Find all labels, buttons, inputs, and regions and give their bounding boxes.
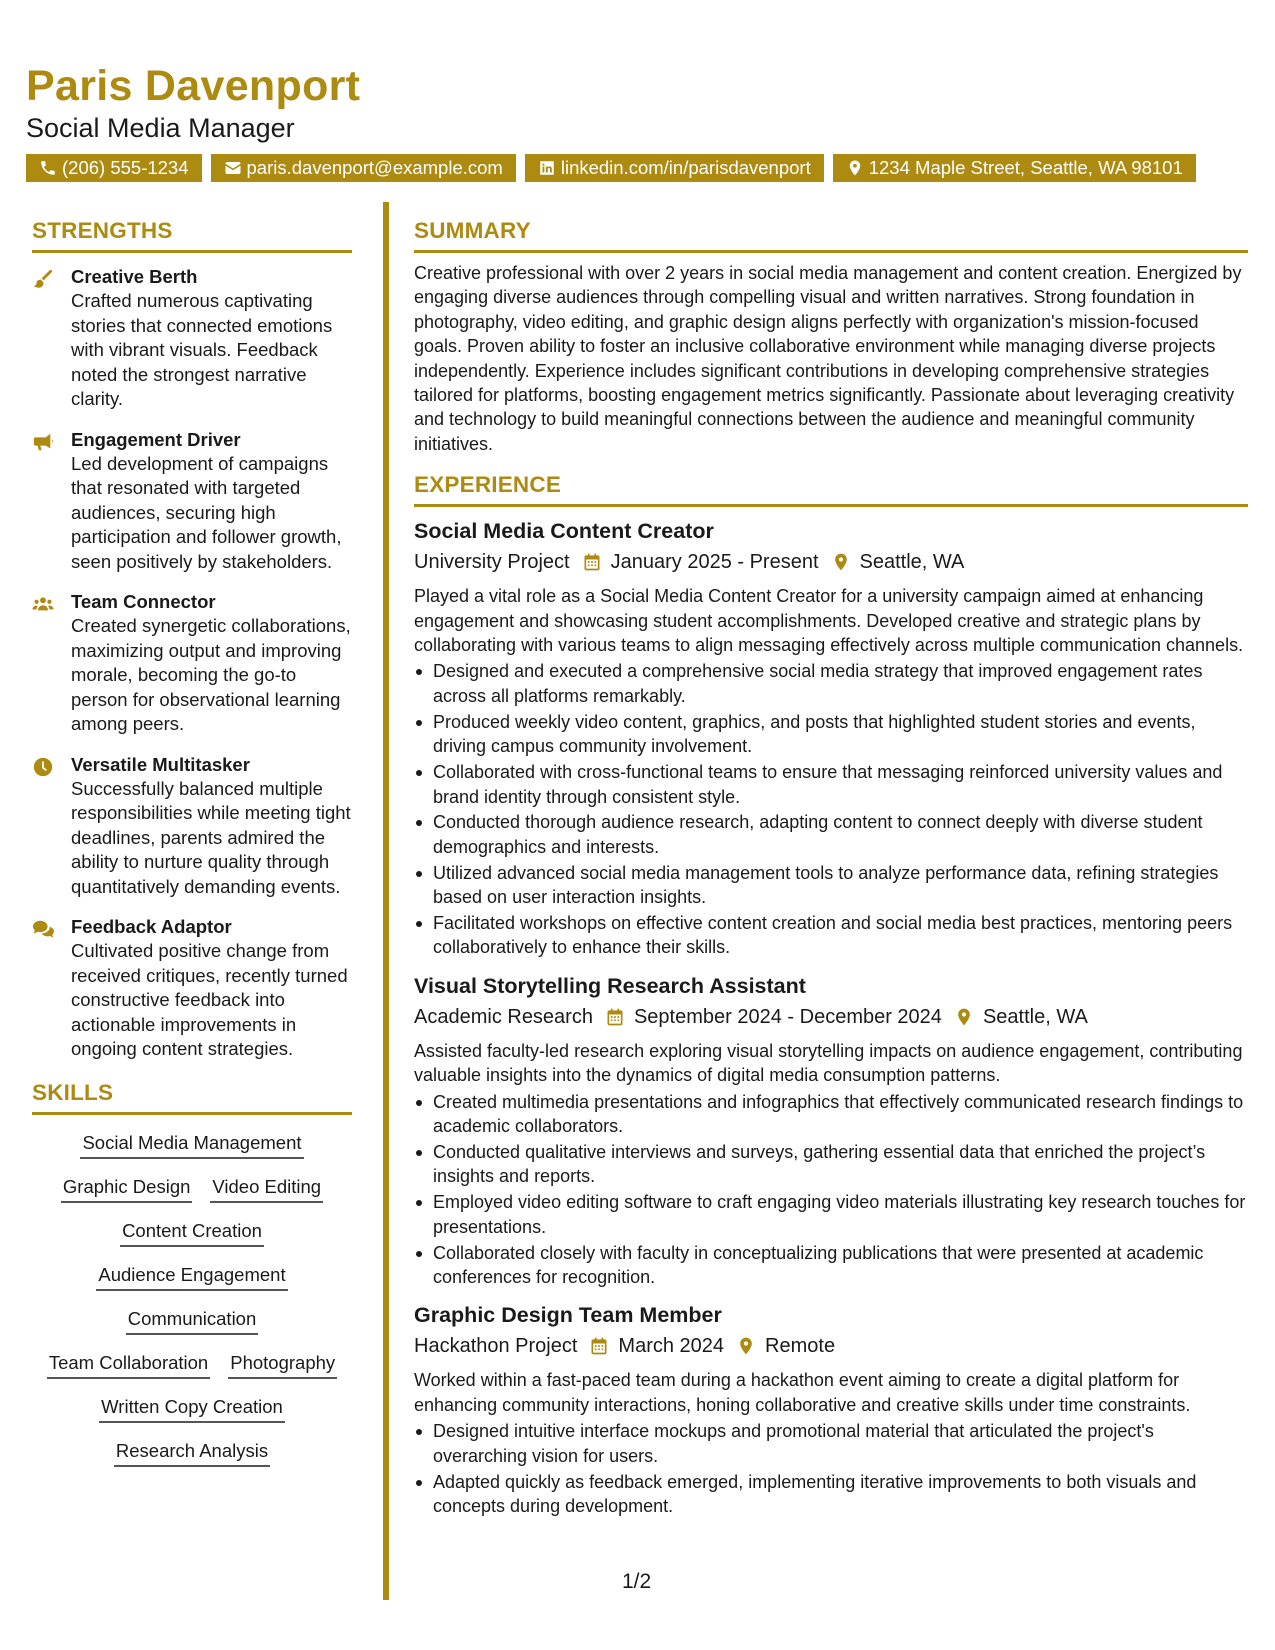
job-org: University Project: [414, 551, 570, 574]
job-bullet: Conducted thorough audience research, adapting content to connect deeply with diverse student demographics and interests.: [414, 810, 1248, 859]
skill-tag: Graphic Design: [61, 1173, 193, 1203]
job-description: Worked within a fast-paced team during a hackathon event aiming to create a digital platform for enhancing community interactions, honing collaborative and creative skills under time constraints.: [414, 1370, 1191, 1415]
job-bullet: Produced weekly video content, graphics, and posts that highlighted student stories and events, driving campus community involvement.: [414, 710, 1248, 759]
strength-item: [32, 915, 352, 1062]
page-number: 1/2: [622, 1570, 652, 1593]
contact-address: [833, 154, 1196, 182]
contact-linkedin-text: linkedin.com/in/parisdavenport: [560, 157, 811, 178]
strength-desc: Successfully balanced multiple responsibilities while meeting tight deadlines, parents admired the ability to nurture quality through quantitatively demanding events.: [71, 777, 351, 897]
contact-phone-text: (206) 555-1234: [62, 157, 189, 178]
summary-text: Creative professional with over 2 years in social media management and content creation. Energized by engaging diverse audiences through compelling visual and written narratives. Strong foundation in photography, video editing, and graphic design aligns perfectly with organization's mission-focused goals. Proven ability to foster an inclusive collaborative environment while managing diverse projects independently. Experience includes significant contributions in developing comprehensive strategies tailored for platforms, boosting engagement metrics significantly. Passionate about leveraging creativity and technology to build meaningful connections between the audience and meaningful community initiatives.: [414, 263, 1242, 454]
skill-row: [120, 1217, 264, 1247]
strengths-list: [32, 265, 352, 1062]
skill-row: [61, 1173, 323, 1203]
map-pin-icon: [736, 1336, 756, 1356]
right-column: [414, 216, 1248, 1520]
job-meta: [414, 1001, 1248, 1033]
contact-bar: [26, 154, 1196, 182]
strength-title: Team Connector: [71, 591, 216, 612]
strength-desc: Crafted numerous captivating stories that connected emotions with vibrant visuals. Feedback noted the strongest narrative clarity.: [71, 290, 333, 409]
calendar-icon: [582, 552, 602, 572]
job-location: Seattle, WA: [859, 551, 965, 574]
candidate-name: Paris Davenport: [26, 62, 361, 110]
comments-icon: [32, 918, 54, 940]
strength-desc: Led development of campaigns that resonated with targeted audiences, securing high participation and follower growth, seen positively by stakeholders.: [71, 452, 342, 572]
job-location: Remote: [765, 1335, 836, 1358]
skill-row: [80, 1129, 303, 1159]
users-icon: [32, 593, 54, 615]
phone-icon: [39, 159, 57, 177]
skills-list: [32, 1129, 352, 1481]
skill-tag: Research Analysis: [114, 1437, 270, 1467]
skill-tag: Photography: [228, 1349, 337, 1379]
megaphone-icon: [32, 431, 54, 453]
left-column: [32, 216, 352, 1481]
job-dates: September 2024 - December 2024: [633, 1005, 942, 1028]
job-org: Hackathon Project: [414, 1335, 578, 1358]
skill-tag: Video Editing: [210, 1173, 323, 1203]
skills-heading: SKILLS: [32, 1078, 352, 1115]
strength-title: Feedback Adaptor: [71, 916, 232, 937]
skill-row: [126, 1305, 259, 1335]
summary-heading: SUMMARY: [414, 216, 1248, 253]
job-bullet: Created multimedia presentations and infographics that effectively communicated research findings to academic collaborators.: [414, 1090, 1248, 1139]
calendar-icon: [605, 1007, 625, 1027]
strength-item: [32, 428, 352, 575]
job-bullets: [414, 1419, 1248, 1518]
contact-linkedin[interactable]: [525, 154, 824, 182]
skill-row: [47, 1349, 337, 1379]
job-bullet: Collaborated with cross-functional teams to ensure that messaging reinforced university values and brand identity through consistent style.: [414, 760, 1248, 809]
strength-title: Versatile Multitasker: [71, 753, 250, 775]
job-bullet: Adapted quickly as feedback emerged, implementing iterative improvements to both visuals and concepts during development.: [414, 1470, 1248, 1519]
job-title: Visual Storytelling Research Assistant: [414, 973, 806, 998]
contact-email[interactable]: [211, 154, 516, 182]
job-bullets: [414, 1090, 1248, 1290]
strength-item: [32, 590, 352, 737]
job-entry: [414, 972, 1248, 1290]
candidate-role: Social Media Manager: [26, 113, 295, 143]
skill-row: [96, 1261, 287, 1291]
job-bullet: Facilitated workshops on effective content creation and social media best practices, mentoring peers collaboratively to enhance their skills.: [414, 911, 1248, 960]
job-description: Played a vital role as a Social Media Content Creator for a university campaign aimed at enhancing engagement and showcasing student accomplishments. Developed creative and strategic plans by collaborating with various teams to align messaging effectively across multiple communication channels.: [414, 586, 1244, 656]
map-pin-icon: [831, 552, 851, 572]
job-bullet: Designed intuitive interface mockups and promotional material that articulated the project's overarching vision for users.: [414, 1419, 1248, 1468]
experience-heading: EXPERIENCE: [414, 470, 1248, 507]
paintbrush-icon: [32, 268, 54, 290]
calendar-icon: [589, 1336, 609, 1356]
job-entry: [414, 1301, 1248, 1518]
clock-icon: [32, 756, 54, 778]
job-bullet: Employed video editing software to craft engaging video materials illustrating key research touches for presentations.: [414, 1190, 1248, 1239]
job-bullet: Utilized advanced social media management tools to analyze performance data, refining strategies based on user interaction insights.: [414, 861, 1248, 910]
strength-desc: Cultivated positive change from received critiques, recently turned constructive feedback into actionable improvements in ongoing content strategies.: [71, 940, 348, 1059]
skill-tag: Social Media Management: [80, 1129, 303, 1159]
skill-row: [114, 1437, 270, 1467]
map-pin-icon: [954, 1007, 974, 1027]
job-dates: January 2025 - Present: [610, 551, 819, 574]
strength-item: [32, 753, 352, 900]
job-description: Assisted faculty-led research exploring visual storytelling impacts on audience engagement, contributing valuable insights into the dynamics of digital media consumption patterns.: [414, 1040, 1243, 1086]
skill-tag: Team Collaboration: [47, 1349, 210, 1379]
envelope-icon: [224, 159, 242, 177]
skill-tag: Audience Engagement: [96, 1261, 287, 1291]
skill-tag: Written Copy Creation: [99, 1393, 285, 1423]
strength-title: Engagement Driver: [71, 428, 241, 450]
job-entry: [414, 517, 1248, 960]
linkedin-icon: [538, 159, 556, 177]
skill-row: [99, 1393, 285, 1423]
job-bullet: Collaborated closely with faculty in conceptualizing publications that were presented at academic conferences for recognition.: [414, 1241, 1248, 1290]
strength-item: [32, 265, 352, 412]
job-bullet: Conducted qualitative interviews and surveys, gathering essential data that enriched the project’s insights and reports.: [414, 1140, 1248, 1189]
job-bullet: Designed and executed a comprehensive social media strategy that improved engagement rates across all platforms remarkably.: [414, 659, 1248, 708]
job-bullets: [414, 659, 1248, 959]
skill-tag: Communication: [126, 1305, 259, 1335]
job-meta: [414, 546, 1248, 578]
strengths-heading: STRENGTHS: [32, 216, 352, 253]
contact-email-text: paris.davenport@example.com: [246, 157, 503, 178]
job-org: Academic Research: [414, 1005, 593, 1028]
contact-address-text: 1234 Maple Street, Seattle, WA 98101: [868, 157, 1183, 178]
job-dates: March 2024: [618, 1335, 725, 1358]
map-pin-icon: [846, 159, 864, 177]
job-location: Seattle, WA: [982, 1005, 1088, 1028]
strength-desc: Created synergetic collaborations, maximizing output and improving morale, becoming the go-to person for observational learning among peers.: [71, 615, 351, 734]
column-divider: [383, 202, 389, 1600]
job-title: Social Media Content Creator: [414, 519, 714, 544]
job-meta: [414, 1330, 1248, 1362]
strength-title: Creative Berth: [71, 266, 198, 287]
contact-phone[interactable]: [26, 154, 202, 182]
resume-header: [26, 62, 1196, 182]
job-title: Graphic Design Team Member: [414, 1303, 722, 1328]
skill-tag: Content Creation: [120, 1217, 264, 1247]
